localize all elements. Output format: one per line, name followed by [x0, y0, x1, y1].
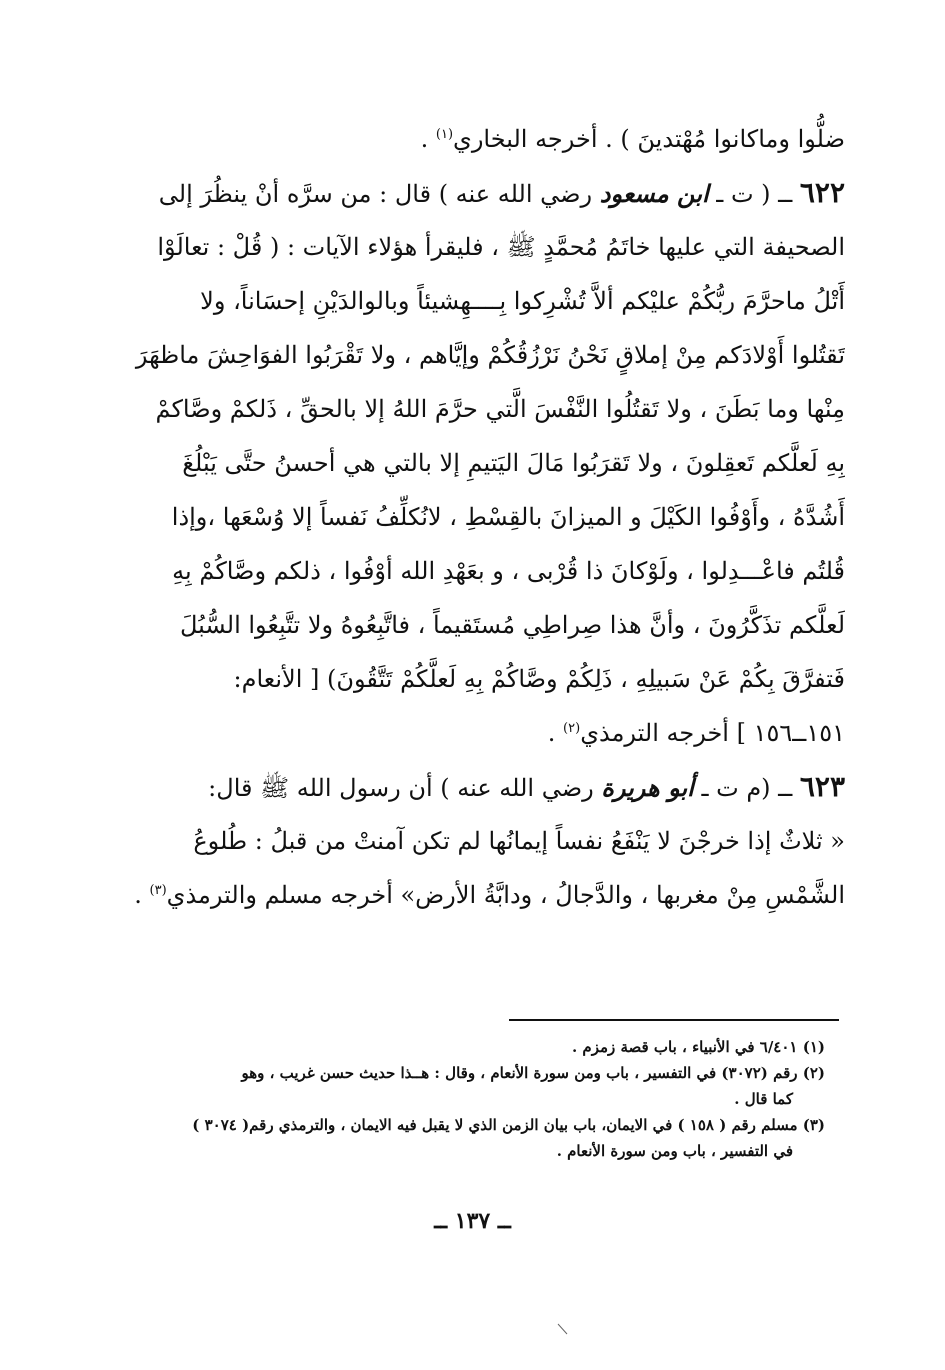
footnote-3	[125, 1112, 825, 1138]
footnote-1	[125, 1034, 825, 1060]
hadith-623-heading	[127, 760, 845, 814]
footnote-3-continuation: في التفسير ، باب ومن سورة الأنعام .	[556, 1142, 793, 1160]
footnote-3-text: مسلم رقم ( ١٥٨ ) في الايمان، باب بيان الزمن الذي لا يقبل فيه الايمان ، والترمذي رقم( ٣٠٧٤ )	[192, 1116, 803, 1134]
text-line-14: « ثلاثٌ إذا خرجْنَ لا يَنْفَعُ نفساً إيمانُها لم تكن آمنتْ من قبلُ : طُلوعُ	[193, 827, 845, 855]
hadith-number-622: ٦٢٢	[799, 176, 845, 209]
text-line-7: بِهِ لَعلَّكم تَعقِلونَ ، ولا تَقرَبُوا مَالَ اليَتيمِ إلا بالتي هي أحسنُ حتَّى يَبْلُغَ	[182, 449, 845, 477]
text-line-5: تَقتُلوا أَوْلادَكم مِنْ إملاقٍ نَحْنُ نَرْزُقُكُمْ وإيَّاهم ، ولا تَقْرَبُوا الفوَاحِشَ ماظهَرَ	[135, 341, 845, 369]
text-line-12	[127, 706, 845, 760]
footnote-divider	[509, 1019, 839, 1021]
footnote-ref-3: (٣)	[149, 883, 167, 898]
hadith-623-intro: رضي الله عنه ) أن رسول الله ﷺ قال:	[208, 774, 602, 802]
footnote-1-text: ٦/٤٠١ في الأنبياء ، باب قصة زمزم .	[571, 1038, 803, 1056]
text-line-3: الصحيفة التي عليها خاتَمُ مُحمَّدٍ ﷺ ، فليقرأ هؤلاء الآيات : ( قُلْ : تعالَوْا	[157, 233, 845, 261]
text-line-1	[127, 112, 845, 166]
hadith-number-623: ٦٢٣	[799, 770, 845, 803]
line-15-text: الشَّمْسِ مِنْ مغربها ، والدَّجالُ ، ودابَّةُ الأرض» أخرجه مسلم والترمذي	[166, 881, 845, 909]
footnote-ref-1: (١)	[435, 127, 454, 142]
line-12-text: ١٥١ــ١٥٦ ] أخرجه الترمذي	[580, 719, 845, 747]
hadith-622-narrator: ابن مسعود	[599, 179, 709, 208]
hadith-623-narrator: أبو هريرة	[601, 773, 694, 802]
line-1-text: ضلُّوا وماكانوا مُهْتدينَ ) . أخرجه البخاري	[453, 125, 845, 153]
page-number: ــ ١٣٧ ــ	[434, 1208, 511, 1234]
footnote-ref-2: (٢)	[563, 721, 581, 736]
text-line-11: فَتفرَّقَ بِكُمْ عَنْ سَبيلِهِ ، ذَلِكُمْ وصَّاكُمْ بِهِ لَعلَّكُمْ تَتَّقُونَ) [ الأنعام:	[233, 665, 845, 693]
text-line-6: مِنْها وما بَطَنَ ، ولا تَقتُلُوا النَّفْسَ الَّتي حرَّمَ اللهُ إلا بالحقِّ ، ذَلكمْ وصَّاكمْ	[155, 395, 845, 423]
footnote-1-number: (١)	[802, 1038, 825, 1056]
line-15-end: .	[134, 881, 150, 909]
footnote-3-number: (٣)	[802, 1116, 825, 1134]
main-text	[127, 112, 845, 922]
footnote-2-text: رقم (٣٠٧٢) في التفسير ، باب ومن سورة الأنعام ، وقال : هــذا حديث حسن غريب ، وهو	[241, 1064, 803, 1082]
footnotes	[125, 1034, 825, 1164]
text-line-8: أَشُدَّهُ ، وأَوْفُوا الكَيْلَ و الميزانَ بالقِسْطِ ، لانُكلِّفُ نَفساً إلا وُسْعَها ،وإذا	[171, 503, 845, 531]
footnote-2	[125, 1060, 825, 1086]
hadith-622-intro: رضي الله عنه ) قال : من سرَّه أنْ ينظُرَ إلى	[158, 180, 600, 208]
footnote-2-continuation: كما قال .	[734, 1090, 793, 1108]
text-line-10: لَعلَّكم تذَكَّرُونَ ، وأنَّ هذا صِراطِي مُستَقيماً ، فاتَّبِعُوهُ ولا تتَّبِعُوا السُّبُلَ	[179, 611, 845, 639]
line-12-end: .	[547, 719, 564, 747]
text-line-4: أَتْلُ ماحرَّمَ ربُّكُمْ عليْكم ألاَّ تُشْرِكوا بِــــهِشيئاً وبالوالدَيْنِ إحسَاناً، ولا	[200, 287, 845, 315]
hadith-622-heading	[127, 166, 845, 220]
hadith-623-sources: ــ (م ت ـ	[693, 774, 800, 802]
line-1-end: .	[420, 125, 436, 153]
footnote-2-number: (٢)	[802, 1064, 825, 1082]
stray-pen-mark	[556, 1322, 570, 1336]
hadith-622-sources: ــ ( ت ـ	[708, 180, 800, 208]
text-line-15	[127, 868, 845, 922]
text-line-9: قُلتُم فاعْـــدِلوا ، ولَوْكانَ ذا قُرْبى ، و بعَهْدِ الله أوْفُوا ، ذلكم وصَّاكُمْ بِهِ	[172, 557, 845, 585]
